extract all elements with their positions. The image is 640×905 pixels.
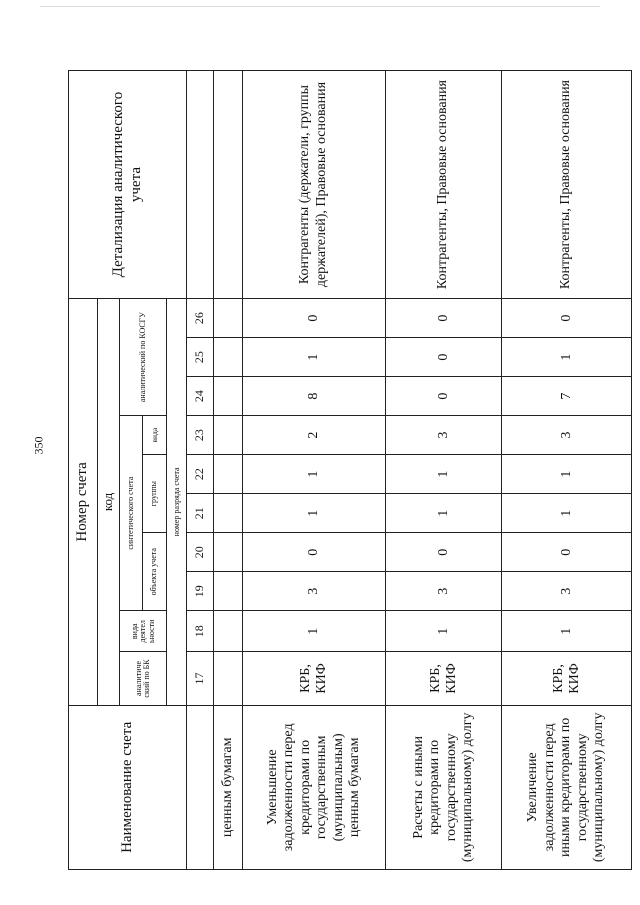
col-number: 19: [187, 572, 214, 611]
row-detail: Контрагенты (держатели, группы держателей), Правовые основания: [243, 71, 386, 299]
row-detail: [214, 71, 243, 299]
table-row: [243, 71, 386, 870]
cell: 1: [386, 611, 502, 652]
header-col-blank: [187, 71, 214, 299]
cell: КРБ, КИФ: [243, 652, 386, 705]
rotated-table-container: [68, 70, 632, 870]
row-name: ценным бумагам: [214, 705, 243, 869]
cell: КРБ, КИФ: [386, 652, 502, 705]
col-number: 26: [187, 299, 214, 338]
cell: 1: [502, 338, 632, 377]
cell: 0: [243, 533, 386, 572]
col-number: 22: [187, 455, 214, 494]
top-rule: [40, 6, 600, 7]
cell: 1: [243, 455, 386, 494]
row-name: Уменьшение задолженности перед кредиторами по государственным (муниципальным) ценным бумагам: [243, 705, 386, 869]
accounts-table: [68, 70, 632, 870]
row-detail: Контрагенты, Правовые основания: [386, 71, 502, 299]
page-number: 350: [31, 436, 46, 455]
header-detail: Детализация аналитического учета: [69, 71, 187, 299]
cell: 1: [502, 611, 632, 652]
cell: 3: [386, 572, 502, 611]
cell: 3: [502, 572, 632, 611]
col-number: 20: [187, 533, 214, 572]
header-account-number: Номер счета: [69, 299, 98, 706]
cell: КРБ, КИФ: [502, 652, 632, 705]
header-digit-number: номер разряда счета: [167, 299, 187, 706]
row-detail: Контрагенты, Правовые основания: [502, 71, 632, 299]
cell: 0: [386, 338, 502, 377]
cell: 1: [243, 494, 386, 533]
cell: 1: [502, 455, 632, 494]
header-analytic-kosgu: аналитический по КОСГУ: [120, 299, 167, 416]
cell: 0: [386, 299, 502, 338]
cell: 3: [502, 416, 632, 455]
header-account-object: объекта учета: [142, 533, 167, 611]
table-row: [386, 71, 502, 870]
col-number: 21: [187, 494, 214, 533]
header-name: Наименование счета: [69, 705, 187, 869]
col-number: 24: [187, 377, 214, 416]
header-type: вида: [142, 416, 167, 455]
cell: 1: [386, 455, 502, 494]
header-col-blank: [187, 705, 214, 869]
table-row: [502, 71, 632, 870]
cell: 1: [502, 494, 632, 533]
cell: 0: [502, 533, 632, 572]
header-group: группы: [142, 455, 167, 533]
cell: 8: [243, 377, 386, 416]
col-number: 25: [187, 338, 214, 377]
cell: 0: [243, 299, 386, 338]
header-code: код: [98, 299, 120, 706]
cell: 0: [386, 377, 502, 416]
header-analytic-bk: аналитиче ский по БК: [120, 652, 167, 705]
row-name: Расчеты с иными кредиторами по государственному (муниципальному) долгу: [386, 705, 502, 869]
header-activity-type: вида деятел ьности: [120, 611, 167, 652]
cell: 1: [386, 494, 502, 533]
cell: 2: [243, 416, 386, 455]
cell: 3: [386, 416, 502, 455]
row-name: Увеличение задолженности перед иными кредиторами по государственному (муниципальному) долгу: [502, 705, 632, 869]
cell: 1: [243, 338, 386, 377]
cell: 0: [502, 299, 632, 338]
cell: 3: [243, 572, 386, 611]
col-number: 17: [187, 652, 214, 705]
header-synthetic: синтетического счета: [120, 416, 142, 611]
col-number: 18: [187, 611, 214, 652]
cell: 0: [386, 533, 502, 572]
table-row: [214, 71, 243, 870]
cell: 7: [502, 377, 632, 416]
cell: 1: [243, 611, 386, 652]
col-number: 23: [187, 416, 214, 455]
